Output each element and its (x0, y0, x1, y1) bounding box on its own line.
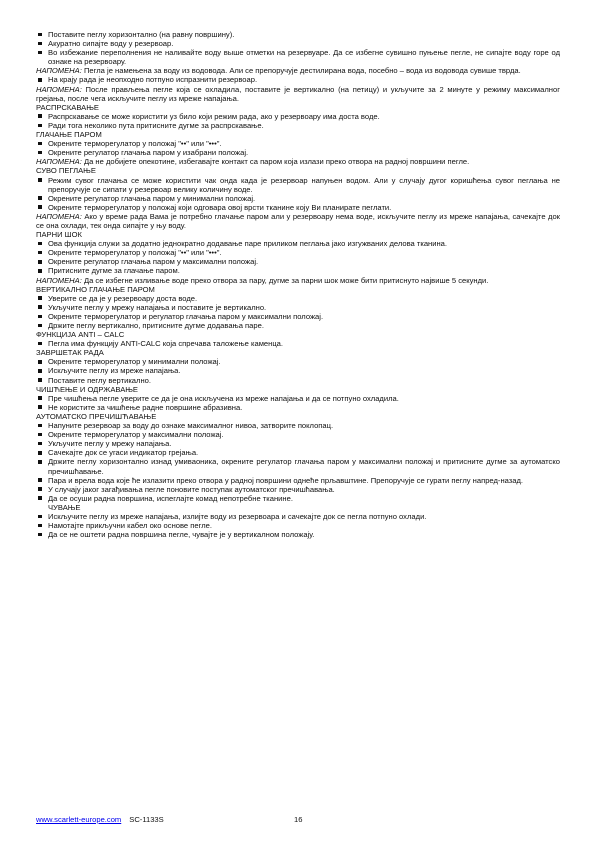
note-label: НАПОМЕНА: (36, 157, 82, 167)
model-code: SC-1133S (129, 815, 164, 824)
note-paragraph (36, 212, 560, 230)
bullet-item: Окрените регулатор глачања паром у изабрани положај. (36, 148, 560, 157)
bullet-item: Поставите пеглу хоризонтално (на равну површину). (36, 30, 560, 39)
bullet-item: Во избежание переполнения не наливайте воду выше отметки на резервуаре. Да се избегне сувишно пуњење пегле, не сипајте воду горе од ознаке на резервоару. (36, 48, 560, 66)
page-number: 16 (294, 815, 303, 824)
bullet-item: Искључите пеглу из мреже напајања, излијте воду из резервоара и сачекајте док се пегла потпуно охлади. (36, 512, 560, 521)
bullet-item: Напуните резервоар за воду до ознаке максималног нивоа, затворите поклопац. (36, 421, 560, 430)
note-text: Да не добијете опекотине, избегавајте контакт са паром која излази преко отвора на радној површини пегле. (81, 157, 470, 167)
note-paragraph (36, 66, 560, 75)
section-heading: ГЛАЧАЊЕ ПАРОМ (36, 130, 102, 140)
bullet-item: Окрените терморегулатор у положај "••" или "•••". (36, 248, 560, 257)
bullet-item: Не користите за чишћење радне површине абразивна. (36, 403, 560, 412)
bullet-item: Искључите пеглу из мреже напајања. (36, 366, 560, 375)
page-footer (36, 815, 303, 824)
note-paragraph (36, 157, 560, 166)
section-heading: РАСПРСКАВАЊЕ (36, 102, 99, 112)
note-text: Ако у време рада Вама је потребно глачање паром али у резервоару нема воде, искључите пеглу из мреже напајања, сачекајте док се она охлади, тек онда сипајте у њу воду. (36, 211, 560, 230)
bullet-item: Окрените терморегулатор у положај "••" или "•••". (36, 139, 560, 148)
note-paragraph (36, 276, 560, 285)
note-text: После прављења пегле која се охладила, поставите је вертикално (на петицу) и укључите за 2 минуте у режиму максималног грејања, после чега искључите пеглу из мреже напајања. (36, 84, 560, 103)
document-body (36, 30, 560, 539)
bullet-item: Поставите пеглу вертикално. (36, 376, 560, 385)
bullet-item: Окрените регулатор глачања паром у минимални положај. (36, 194, 560, 203)
bullet-item: Ради тога неколико пута притисните дугме за распрскавање. (36, 121, 560, 130)
website-link[interactable]: www.scarlett-europe.com (36, 815, 122, 824)
note-label: НАПОМЕНА: (36, 275, 82, 285)
note-label: НАПОМЕНА: (36, 211, 82, 221)
bullet-item: Окрените терморегулатор и регулатор глачања паром у максимални положај. (36, 312, 560, 321)
bullet-item: Сачекајте док се угаси индикатор грејања. (36, 448, 560, 457)
note-paragraph (36, 85, 560, 103)
section-heading: ФУНКЦИЈА ANTI – CALC (36, 330, 125, 340)
bullet-item: Намотајте прикључни кабел око основе пегле. (36, 521, 560, 530)
bullet-item: Окрените терморегулатор у минимални положај. (36, 357, 560, 366)
bullet-item: Држите пеглу вертикално, притисните дугме додавања паре. (36, 321, 560, 330)
section-heading: ЧИШЋЕЊЕ И ОДРЖАВАЊЕ (36, 384, 138, 394)
bullet-item: Окрените регулатор глачања паром у максимални положај. (36, 257, 560, 266)
bullet-item: Распрскавање се може користити уз било који режим рада, ако у резервоару има доста воде. (36, 112, 560, 121)
bullet-item: На крају рада је неопходно потпуно испразнити резервоар. (36, 75, 560, 84)
bullet-item: Акуратно сипајте воду у резервоар. (36, 39, 560, 48)
bullet-item: Пре чишћења пегле уверите се да је она искључена из мреже напајања и да се потпуно охладила. (36, 394, 560, 403)
bullet-item: Да се не оштети радна површина пегле, чувајте је у вертикалном положају. (36, 530, 560, 539)
note-label: НАПОМЕНА: (36, 66, 82, 76)
bullet-item: Држите пеглу хоризонтално изнад умиваоника, окрените регулатор глачања паром у максимални положај и притисните дугме за аутоматско пречишћавање. (36, 457, 560, 475)
section-heading: АУТОМАТСКО ПРЕЧИШЋАВАЊЕ (36, 411, 157, 421)
section-heading: ПАРНИ ШОК (36, 230, 82, 240)
bullet-item: Укључите пеглу у мрежу напајања и поставите је вертикално. (36, 303, 560, 312)
bullet-item: Окрените терморегулатор у положај који одговара овој врсти тканине коју Ви планирате пеглати. (36, 203, 560, 212)
bullet-item: Да се осуши радна површина, испеглајте комад непотребне тканине. (36, 494, 560, 503)
bullet-item: Притисните дугме за глачање паром. (36, 266, 560, 275)
section-heading: ЗАВРШЕТАК РАДА (36, 348, 104, 358)
bullet-item: Пегла има функцију ANTI-CALC која спречава таложење каменца. (36, 339, 560, 348)
bullet-item: Окрените терморегулатор у максимални положај. (36, 430, 560, 439)
bullet-item: Уверите се да је у резервоару доста воде. (36, 294, 560, 303)
section-heading: ЧУВАЊЕ (48, 502, 81, 512)
bullet-item: Пара и врела вода које ће излазити преко отвора у радној површини однеће прљавштине. Препоручује се гурати пеглу напред-назад. (36, 476, 560, 485)
bullet-item: Укључите пеглу у мрежу напајања. (36, 439, 560, 448)
bullet-item: Ова функција служи за додатно једнократно додавање паре приликом пеглања јако изгужваних делова тканина. (36, 239, 560, 248)
section-heading: ВЕРТИКАЛНО ГЛАЧАЊЕ ПАРОМ (36, 284, 155, 294)
bullet-item: Режим сувог глачања се може користити чак онда када је резервоар напуњен водом. Али у случају дугог коришћења сувог пеглања не препоручује се сипати у резервоар велику количину воде. (36, 176, 560, 194)
bullet-item: У случају јаког загађивања пегле поновите поступак аутоматског пречишћавања. (36, 485, 560, 494)
note-label: НАПОМЕНА: (36, 84, 82, 94)
note-text: Да се избегне изливање воде преко отвора за пару, дугме за парни шок може бити притиснуто највише 5 секунди. (81, 275, 489, 285)
note-text: Пегла је намењена за воду из водовода. Али се препоручује дестилирана вода, посебно – вода из водовода сувише тврда. (81, 66, 521, 76)
section-heading: СУВО ПЕГЛАЊЕ (36, 166, 96, 176)
